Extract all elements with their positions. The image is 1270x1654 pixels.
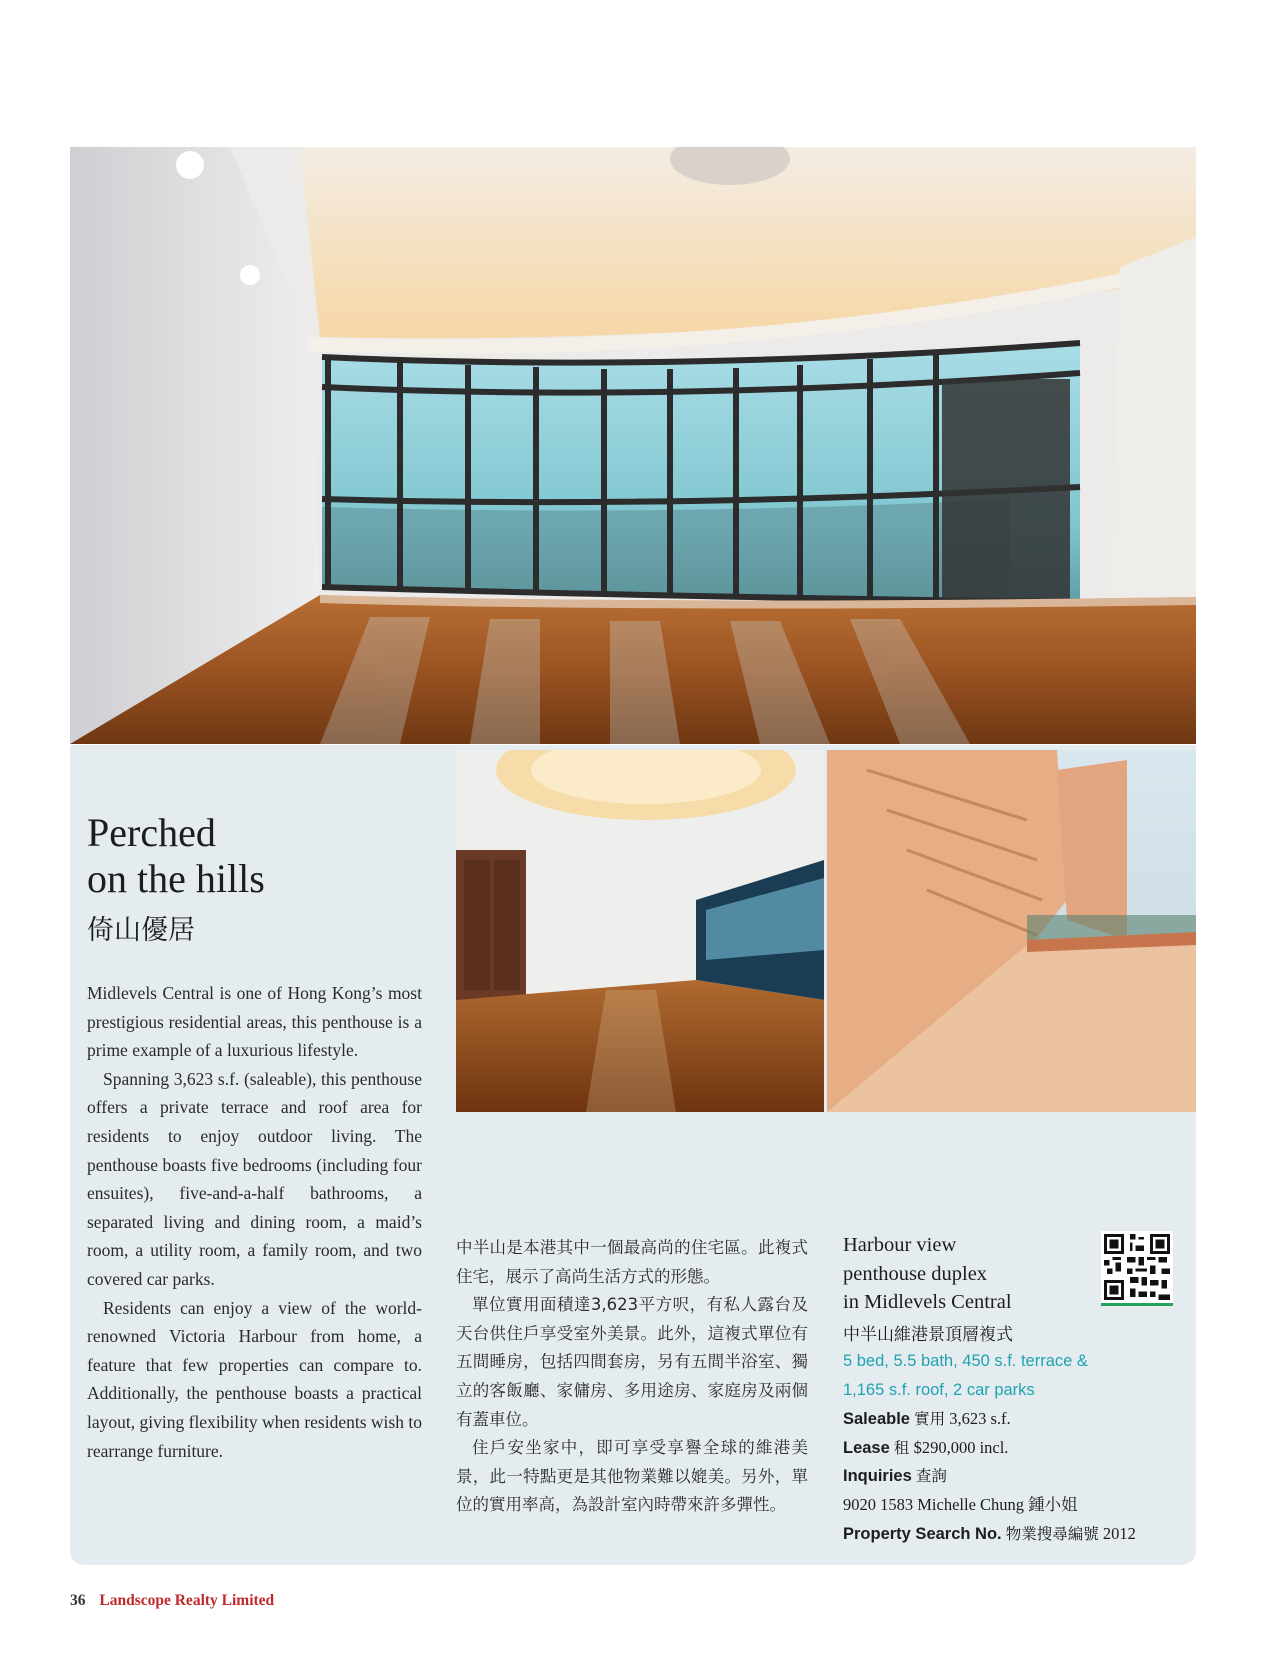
inquiries-row — [843, 1462, 1193, 1491]
inquiries-label: Inquiries — [843, 1467, 912, 1485]
body-zh-paragraph-1: 中半山是本港其中一個最高尚的住宅區。此複式住宅，展示了高尚生活方式的形態。 — [456, 1238, 808, 1286]
property-title-line-1: Harbour view — [843, 1234, 957, 1256]
specs-line-2: 1,165 s.f. roof, 2 car parks — [843, 1380, 1035, 1399]
body-en-paragraph-3: Residents can enjoy a view of the world-renowned Victoria Harbour from home, a feature that few properties can compare to. Additionally, the penthouse boasts a practical layout, giving flexibility when residents wish to rearrange furniture. — [87, 1297, 422, 1461]
page-footer — [70, 1592, 274, 1610]
body-zh-paragraph-2: 單位實用面積達3,623平方呎，有私人露台及天台供住戶享受室外美景。此外，這複式單位有五間睡房，包括四間套房，另有五間半浴室、獨立的客飯廳、家傭房、多用途房、家庭房及兩個有蓋車位。 — [456, 1295, 808, 1429]
saleable-value: 3,623 s.f. — [949, 1409, 1011, 1428]
search-row — [843, 1520, 1193, 1549]
property-title-line-3: in Midlevels Central — [843, 1291, 1012, 1313]
page-number: 36 — [70, 1592, 86, 1609]
lease-value: $290,000 incl. — [913, 1438, 1009, 1457]
body-english — [87, 979, 422, 1465]
saleable-row — [843, 1405, 1193, 1434]
saleable-label-zh: 實用 — [914, 1410, 946, 1428]
contact-phone[interactable]: 9020 1583 Michelle Chung 鍾小姐 — [843, 1495, 1078, 1514]
body-en-paragraph-1: Midlevels Central is one of Hong Kong’s most prestigious residential areas, this penthouse is a prime example of a luxurious lifestyle. — [87, 983, 422, 1061]
property-specs — [843, 1347, 1173, 1404]
body-zh-paragraph-3: 住戶安坐家中，即可享受享譽全球的維港美景，此一特點更是其他物業難以媲美。另外，單位的實用率高，為設計室內時帶來許多彈性。 — [456, 1438, 808, 1515]
inquiries-label-zh: 查詢 — [915, 1467, 947, 1485]
hero-photo — [70, 147, 1196, 744]
search-label: Property Search No. — [843, 1525, 1002, 1543]
saleable-label: Saleable — [843, 1410, 910, 1428]
terrace-photo — [827, 750, 1196, 1112]
brand-name: Landscope Realty Limited — [99, 1592, 275, 1609]
lease-label: Lease — [843, 1439, 890, 1457]
headline-line-1: Perched — [87, 810, 216, 855]
article-headline — [87, 810, 265, 902]
qr-code-icon[interactable] — [1101, 1231, 1173, 1306]
property-title — [843, 1231, 1083, 1317]
search-label-zh: 物業搜尋編號 — [1005, 1525, 1099, 1543]
body-chinese — [456, 1234, 808, 1520]
property-title-zh: 中半山維港景頂層複式 — [843, 1325, 1013, 1345]
body-en-paragraph-2: Spanning 3,623 s.f. (saleable), this penthouse offers a private terrace and roof area for residents to enjoy outdoor living. The penthouse boasts five bedrooms (including four ensuites), five-and-a-half bathrooms, a separated living and dining room, a maid’s room, a utility room, a family room, and two covered car parks. — [87, 1068, 422, 1289]
living-room-photo — [456, 750, 824, 1112]
lease-row — [843, 1434, 1193, 1463]
headline-zh: 倚山優居 — [87, 915, 195, 946]
search-value: 2012 — [1102, 1524, 1136, 1543]
property-title-line-2: penthouse duplex — [843, 1262, 988, 1285]
specs-line-1: 5 bed, 5.5 bath, 450 s.f. terrace & — [843, 1352, 1088, 1370]
lease-label-zh: 租 — [893, 1439, 910, 1457]
headline-line-2: on the hills — [87, 856, 265, 901]
